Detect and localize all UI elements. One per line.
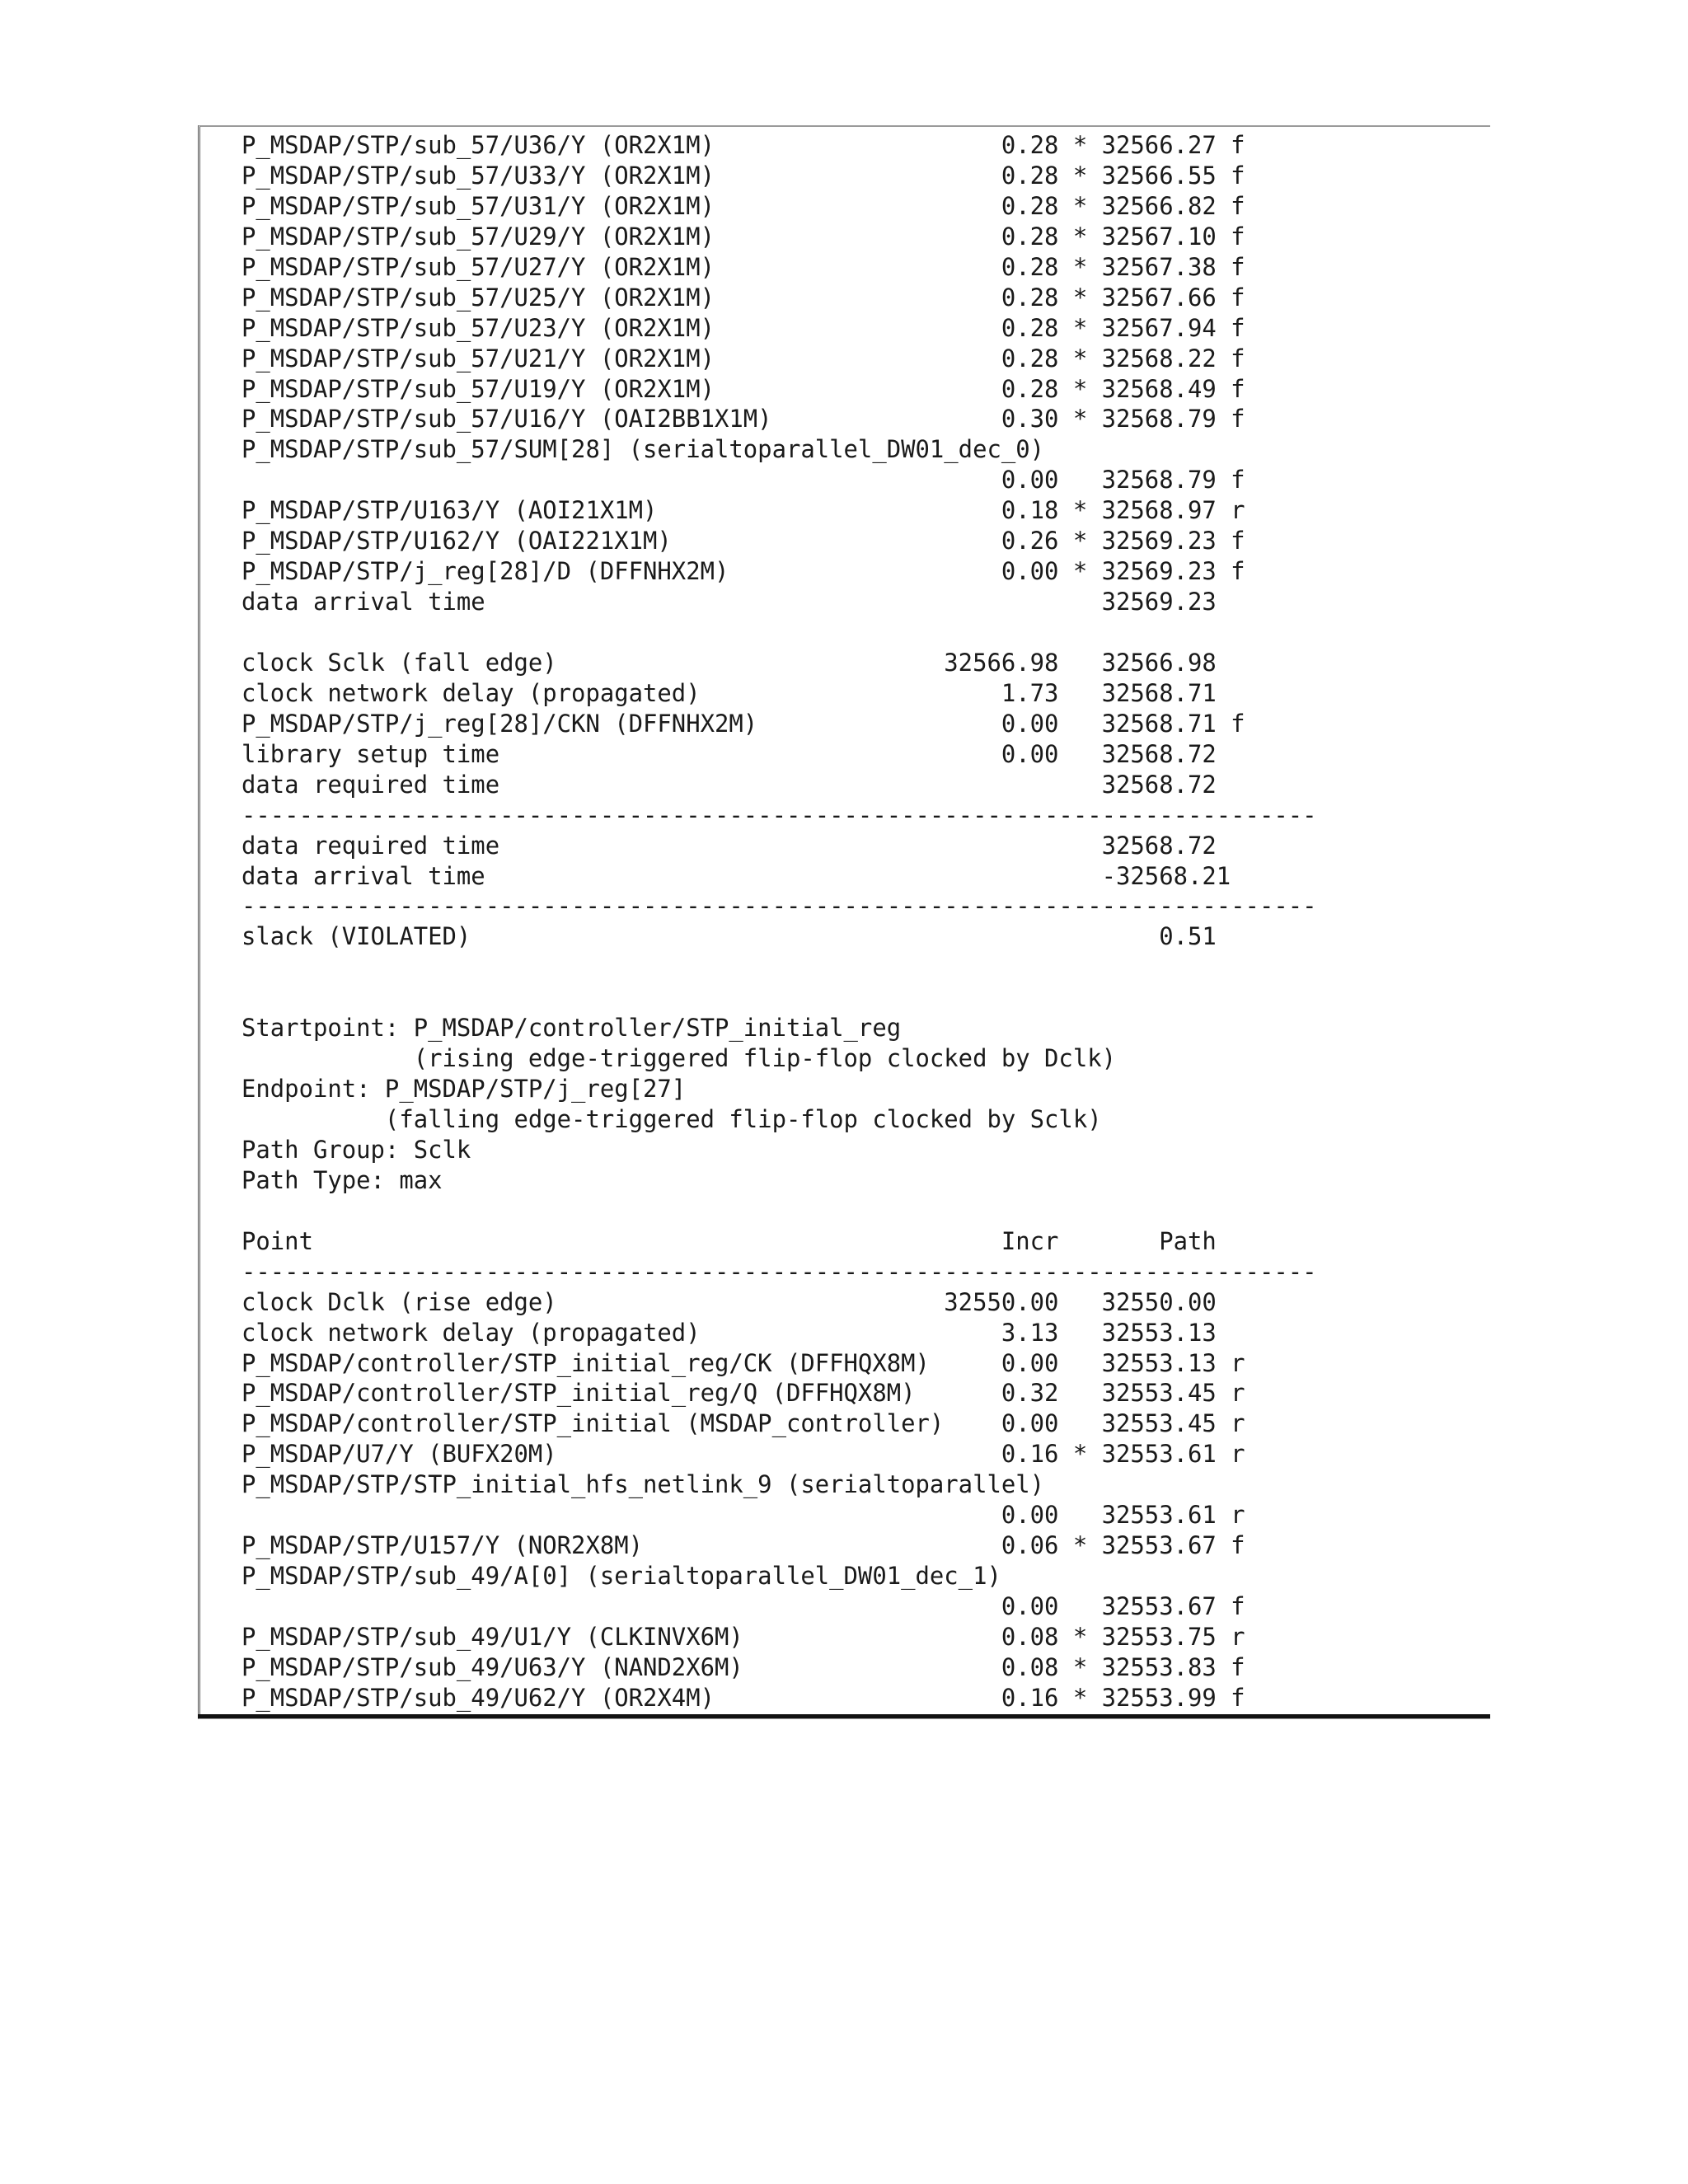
report-line: P_MSDAP/STP/sub_57/U31/Y (OR2X1M) 0.28 * 32566.82 f — [241, 191, 1245, 220]
report-line: data required time 32568.72 — [241, 831, 1217, 860]
report-line: P_MSDAP/STP/j_reg[28]/CKN (DFFNHX2M) 0.00 32568.71 f — [241, 709, 1245, 738]
report-line — [241, 1196, 1317, 1226]
report-line: P_MSDAP/STP/j_reg[28]/D (DFFNHX2M) 0.00 * 32569.23 f — [241, 557, 1245, 586]
report-line: P_MSDAP/controller/STP_initial_reg/CK (DFFHQX8M) 0.00 32553.13 r — [241, 1348, 1245, 1377]
report-line: P_MSDAP/STP/sub_49/U1/Y (CLKINVX6M) 0.08 * 32553.75 r — [241, 1622, 1245, 1651]
report-line: P_MSDAP/STP/sub_49/U62/Y (OR2X4M) 0.16 * 32553.99 f — [241, 1683, 1245, 1712]
report-line: P_MSDAP/STP/sub_57/U21/Y (OR2X1M) 0.28 * 32568.22 f — [241, 344, 1245, 373]
report-line: --------------------------------------------------------------------------- — [241, 800, 1317, 829]
report-line: 0.00 32553.61 r — [241, 1501, 1245, 1530]
report-line: P_MSDAP/STP/sub_49/A[0] (serialtoparallel_DW01_dec_1) — [241, 1562, 1001, 1591]
report-line — [241, 982, 1317, 1013]
report-line: P_MSDAP/STP/sub_49/U63/Y (NAND2X6M) 0.08 * 32553.83 f — [241, 1652, 1245, 1681]
report-line: Path Type: max — [241, 1165, 443, 1194]
report-line: P_MSDAP/STP/U163/Y (AOI21X1M) 0.18 * 32568.97 r — [241, 496, 1245, 525]
report-line: data arrival time -32568.21 — [241, 861, 1231, 890]
report-line: clock Sclk (fall edge) 32566.98 32566.98 — [241, 648, 1217, 677]
report-line: P_MSDAP/STP/U162/Y (OAI221X1M) 0.26 * 32569.23 f — [241, 527, 1245, 555]
report-line: P_MSDAP/U7/Y (BUFX20M) 0.16 * 32553.61 r — [241, 1440, 1245, 1469]
report-line: library setup time 0.00 32568.72 — [241, 739, 1217, 768]
report-line: P_MSDAP/STP/sub_57/U16/Y (OAI2BB1X1M) 0.30 * 32568.79 f — [241, 405, 1245, 434]
report-line: (rising edge-triggered flip-flop clocked by Dclk) — [241, 1044, 1117, 1073]
report-line: slack (VIOLATED) 0.51 — [241, 922, 1217, 951]
report-line: P_MSDAP/STP/sub_57/U27/Y (OR2X1M) 0.28 * 32567.38 f — [241, 252, 1245, 281]
report-line: P_MSDAP/controller/STP_initial_reg/Q (DFFHQX8M) 0.32 32553.45 r — [241, 1379, 1245, 1408]
report-line: P_MSDAP/STP/sub_57/SUM[28] (serialtoparallel_DW01_dec_0) — [241, 435, 1045, 464]
report-line: Path Group: Sclk — [241, 1135, 471, 1164]
report-line: P_MSDAP/STP/STP_initial_hfs_netlink_9 (serialtoparallel) — [241, 1470, 1045, 1499]
report-line: clock network delay (propagated) 1.73 32568.71 — [241, 678, 1217, 707]
report-line: P_MSDAP/STP/sub_57/U33/Y (OR2X1M) 0.28 * 32566.55 f — [241, 161, 1245, 190]
timing-report-text — [241, 130, 1317, 1713]
report-line: Endpoint: P_MSDAP/STP/j_reg[27] — [241, 1075, 687, 1104]
report-line: 0.00 32568.79 f — [241, 466, 1245, 494]
report-line: clock Dclk (rise edge) 32550.00 32550.00 — [241, 1287, 1217, 1316]
report-line: 0.00 32553.67 f — [241, 1592, 1245, 1620]
report-line: data arrival time 32569.23 — [241, 588, 1217, 616]
report-line: Startpoint: P_MSDAP/controller/STP_initial_reg — [241, 1014, 902, 1043]
report-line: --------------------------------------------------------------------------- — [241, 892, 1317, 921]
report-line: P_MSDAP/STP/sub_57/U29/Y (OR2X1M) 0.28 * 32567.10 f — [241, 222, 1245, 251]
report-line — [241, 617, 1317, 648]
report-line — [241, 952, 1317, 982]
report-line: P_MSDAP/STP/U157/Y (NOR2X8M) 0.06 * 32553.67 f — [241, 1531, 1245, 1560]
report-line: P_MSDAP/STP/sub_57/U36/Y (OR2X1M) 0.28 * 32566.27 f — [241, 131, 1245, 159]
report-line: data required time 32568.72 — [241, 770, 1217, 799]
report-line: clock network delay (propagated) 3.13 32553.13 — [241, 1318, 1217, 1347]
window-bottom-border — [198, 1714, 1490, 1718]
report-line: Point Incr Path — [241, 1226, 1217, 1255]
report-line: P_MSDAP/STP/sub_57/U25/Y (OR2X1M) 0.28 * 32567.66 f — [241, 283, 1245, 312]
report-line: P_MSDAP/STP/sub_57/U19/Y (OR2X1M) 0.28 * 32568.49 f — [241, 374, 1245, 403]
report-line: --------------------------------------------------------------------------- — [241, 1257, 1317, 1286]
report-line: P_MSDAP/STP/sub_57/U23/Y (OR2X1M) 0.28 * 32567.94 f — [241, 313, 1245, 342]
report-line: P_MSDAP/controller/STP_initial (MSDAP_controller) 0.00 32553.45 r — [241, 1409, 1245, 1438]
timing-report-window — [198, 125, 1490, 1719]
report-line: (falling edge-triggered flip-flop clocked by Sclk) — [241, 1105, 1102, 1133]
